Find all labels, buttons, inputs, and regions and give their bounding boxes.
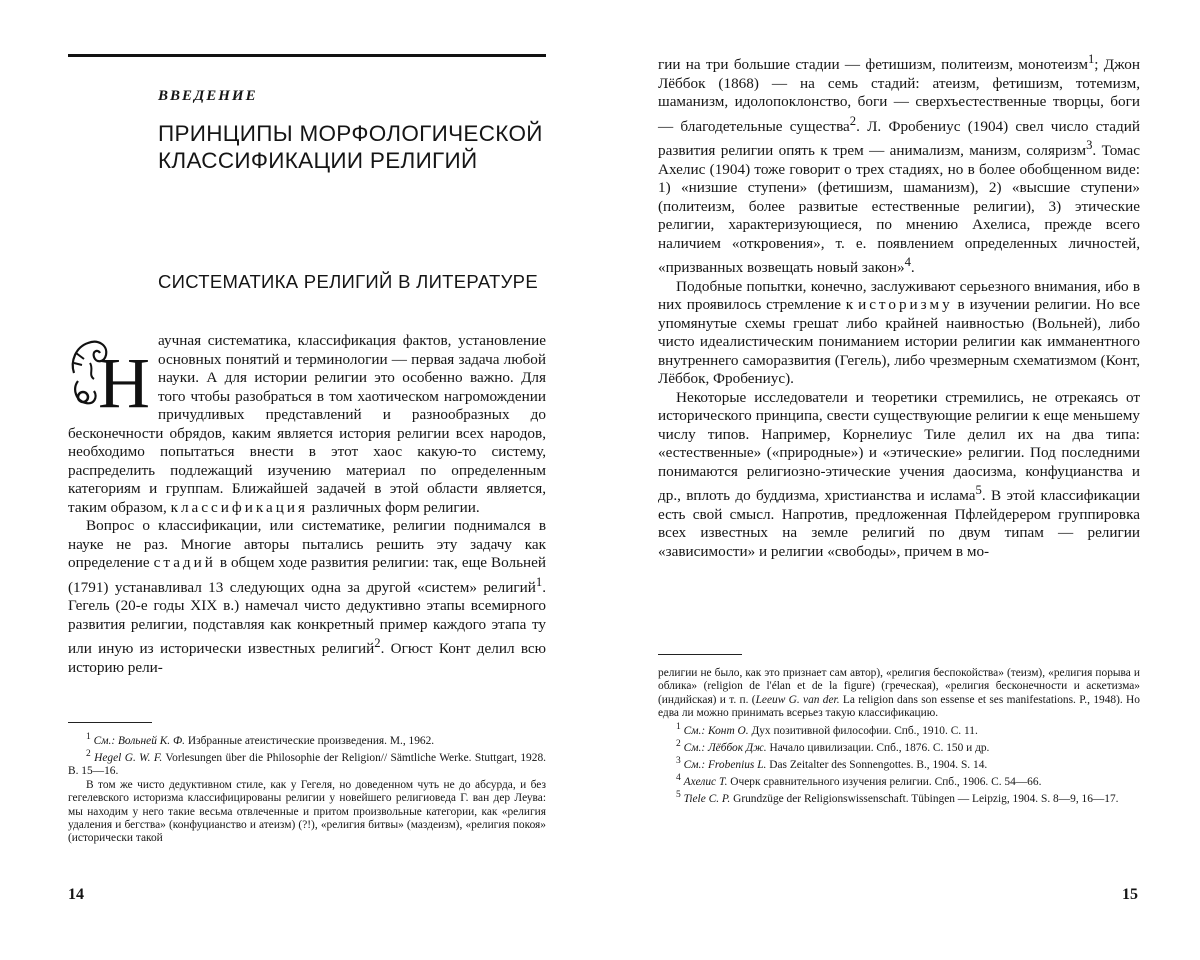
- paragraph-text: аучная систематика, классификация фактов, установление основных понятий и терминологии — первая задача любой науки. А для истории религии это особенно важно. Для того чтобы разобраться в том хаотическом нагромождении причудливых представлений и разнообразных до бесконечности обрядов, каким является история религии всех народов, необходимо попытаться внести в этот хаос какую-то систему, распределить подлежащий изучению материал по определенным категориям и группам. Ближайшей задачей в этой области является, таким образом,: [68, 332, 546, 516]
- drop-cap-letter: Н: [98, 343, 150, 411]
- section-title: СИСТЕМАТИКА РЕЛИГИЙ В ЛИТЕРАТУРЕ: [158, 271, 538, 292]
- page-number: 14: [68, 886, 84, 903]
- right-page: [600, 0, 1200, 960]
- right-body-text: [658, 50, 1140, 561]
- paragraph-text: .: [910, 259, 915, 277]
- footnote-number: 5: [676, 790, 681, 801]
- footnote-rule: [658, 654, 742, 655]
- footnote-continued: [658, 667, 1140, 721]
- footnote-author: См.: Frobenius L.: [683, 758, 767, 771]
- paragraph-text: ; Джон Лёббок (1868) — на семь стадий: атеизм, фетишизм, тотемизм, шаманизм, идолопоклонство, боги — сверхъестественные творцы, боги — благодетельные существа: [658, 56, 1140, 135]
- footnote-rule: [68, 722, 152, 723]
- footnote-ref[interactable]: 1: [535, 574, 543, 589]
- footnote: [658, 772, 1140, 789]
- footnote-ref[interactable]: 2: [374, 636, 381, 651]
- footnote-ref[interactable]: 2: [849, 113, 857, 128]
- footnote-text: Vorlesungen über die Philosophie der Religion// Sämtliche Werke. Stuttgart, 1928. B. 15—16.: [68, 752, 546, 778]
- paragraph-text: различных форм религии.: [311, 498, 480, 516]
- footnote-text: La religion dans son essense et ses manifestations. P., 1948). Но едва ли можно принимать всерьез такую классификацию.: [658, 693, 1140, 720]
- page-number: 15: [1122, 886, 1138, 903]
- paragraph-text: . Гегель (20-е годы XIX в.) намечал чисто дедуктивно этапы всемирного развития религии, подставляя как конкретный пример каждого этапа ту или иную из исторически известных религий: [68, 578, 546, 658]
- footnote-number: 3: [676, 756, 681, 767]
- footnote-text: Grundzüge der Religionswissenschaft. Tübingen — Leipzig, 1904. S. 8—9, 16—17.: [733, 793, 1119, 806]
- emphasis-spaced: стадий: [153, 554, 216, 571]
- footnote-continued: В том же чисто дедуктивном стиле, как у Гегеля, но доведенном чуть не до абсурда, и без гегелевского историзма классифицированы религии у новейшего религиоведа Г. ван дер Леува: мы находим у него такие весьма отвлеченные и притом произвольные категории, как «религия удаления и бегства» (конфуцианство и атеизм) (?!), «религия битвы» (маздеизм), «религия покоя» (исторически такой: [68, 778, 546, 845]
- footnote-author: См.: Лёббок Дж.: [683, 741, 767, 754]
- chapter-kicker: ВВЕДЕНИЕ: [158, 88, 258, 104]
- paragraph-text: . Томас Ахелис (1904) тоже говорит о трех стадиях, но в более обобщенном виде: 1) «низшие ступени» (фетишизм, шаманизм), 2) «высшие ступени» (политеизм, более развитые естественные религии), 3) этические религии, характеризующиеся, по мнению Ахелиса, прежде всего наличием «откровения», т. е. появлением определенных личностей, «призванных возвещать новый закон»: [658, 142, 1140, 277]
- footnote-text: Das Zeitalter des Sonnengottes. B., 1904. S. 14.: [769, 758, 988, 771]
- footnote: [658, 738, 1140, 755]
- paragraph-text: Некоторые исследователи и теоретики стремились, не отрекаясь от исторического принципа, свести существующие религии к еще меньшему числу типов. Например, Корнелиус Тиле делил их на два типа: «естественные» («природные») и «этические» религии. Под последними понимаются религиозно-этические учения даосизма, конфуцианства и др., вплоть до буддизма, христианства и ислама: [658, 388, 1140, 505]
- paragraph-text: гии на три большие стадии — фетишизм, политеизм, монотеизм: [658, 56, 1088, 74]
- footnote-author: Ахелис Т.: [683, 776, 728, 789]
- left-body-text: [68, 332, 546, 677]
- footnote-ref[interactable]: 4: [904, 255, 911, 270]
- top-rule: [68, 54, 546, 57]
- right-footnotes: [658, 667, 1140, 807]
- footnote: [68, 748, 546, 779]
- footnote: [658, 755, 1140, 772]
- footnote-text: Дух позитивной философии. Спб., 1910. С. 11.: [751, 724, 978, 737]
- footnote-number: 2: [86, 749, 91, 760]
- footnote-ref[interactable]: 5: [975, 483, 982, 498]
- footnote-number: 4: [676, 773, 681, 784]
- paragraph: [658, 389, 1140, 562]
- footnote-author: Hegel G. W. F.: [94, 752, 163, 764]
- footnote-number: 2: [676, 738, 681, 749]
- emphasis-spaced: классификация: [170, 498, 308, 516]
- left-footnotes: [68, 731, 546, 846]
- footnote-author: См.: Вольней К. Ф.: [93, 734, 186, 747]
- footnote-number: 1: [676, 721, 681, 732]
- footnote: [68, 731, 546, 748]
- paragraph-text: в общем ходе развития религии: так, еще Вольней (1791) устанавливал 13 следующих одна за другой «систем» религий: [68, 554, 547, 596]
- footnote-author: См.: Конт О.: [683, 724, 749, 737]
- paragraph-text: . В этой классификации есть свой смысл. Напротив, предложенная Пфлейдерером группировка всех известных на земле религий по двум типам — религии «зависимости» и религии «свободы», причем в мо-: [658, 487, 1140, 560]
- paragraph-text: . Л. Фробениус (1904) свел число стадий развития религии опять к трем — анимализм, манизм, соляризм: [658, 117, 1140, 160]
- footnote-ref[interactable]: 3: [1086, 138, 1093, 153]
- paragraph-text: . Огюст Конт делил всю историю рели-: [68, 640, 546, 676]
- footnote-ref[interactable]: 1: [1087, 52, 1095, 66]
- emphasis-spaced: историзму: [858, 296, 953, 314]
- chapter-title: ПРИНЦИПЫ МОРФОЛОГИЧЕСКОЙ КЛАССИФИКАЦИИ РЕЛИГИЙ: [158, 121, 543, 173]
- footnote-number: 1: [86, 732, 91, 742]
- footnote-author: Tiele C. P.: [683, 793, 731, 806]
- footnote-author: Leeuw G. van der.: [755, 693, 840, 706]
- footnote-text: Начало цивилизации. Спб., 1876. С. 150 и др.: [769, 741, 990, 754]
- paragraph: [68, 332, 546, 517]
- footnote-text: религии не было, как это признает сам автор), «религия беспокойства» (теизм), «религия порыва и облика» (religion de l'élan et de la figure) (греческая), «религия бесконечности и аскетизма» (индийская) и т. п. (: [658, 667, 1140, 706]
- footnote: [658, 721, 1140, 738]
- footnote-text: Очерк сравнительного изучения религии. Спб., 1906. С. 54—66.: [730, 776, 1042, 789]
- paragraph: [658, 278, 1140, 389]
- paragraph: [68, 517, 546, 677]
- drop-cap-ornament-icon: [68, 333, 152, 411]
- paragraph-text: Вопрос о классификации, или систематике, религии поднимался в науке не раз. Многие авторы пытались решить эту задачу как определение: [68, 517, 546, 571]
- footnote: [658, 789, 1140, 806]
- paragraph-text: Подобные попытки, конечно, заслуживают серьезного внимания, ибо в них проявилось стремление к: [658, 277, 1140, 314]
- paragraph-text: в изучении религии. Но все упомянутые схемы грешат либо крайней наивностью (Вольней), либо чисто идеалистическим пониманием истории религии как имманентного внутреннего саморазвития (Гегель), либо чрезмерным схематизмом (Конт, Лёббок, Фробениус).: [658, 296, 1140, 388]
- paragraph: [658, 50, 1140, 278]
- footnote-text: Избранные атеистические произведения. М., 1962.: [187, 734, 435, 747]
